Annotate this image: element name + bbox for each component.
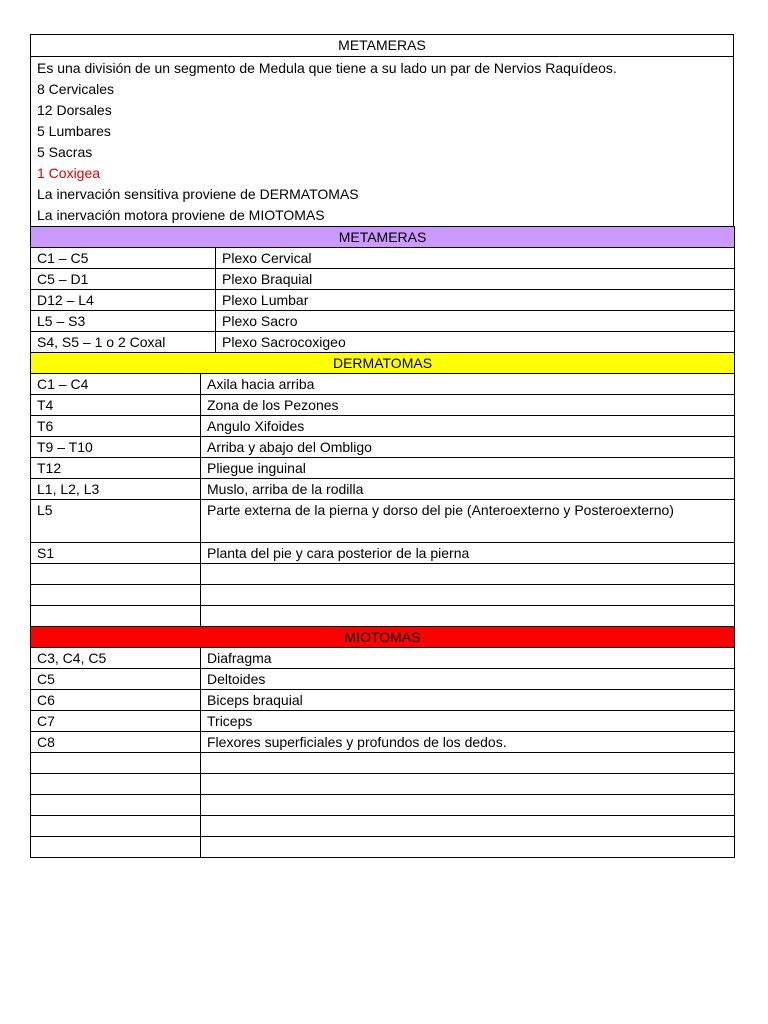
- table-row: [31, 690, 735, 711]
- count-coxigea: 1 Coxigea: [37, 165, 101, 181]
- segment-cell: S4, S5 – 1 o 2 Coxal: [31, 332, 216, 353]
- table-row: [31, 458, 735, 479]
- table-row: [31, 648, 735, 669]
- table-row: [31, 669, 735, 690]
- table-row: [31, 500, 735, 543]
- empty-cell: [201, 606, 735, 627]
- value-cell: Flexores superficiales y profundos de los dedos.: [201, 732, 735, 753]
- segment-cell: C8: [31, 732, 201, 753]
- table-row: [31, 732, 735, 753]
- count-sacras: 5 Sacras: [37, 144, 93, 160]
- empty-cell: [31, 795, 201, 816]
- miotomas-table: [30, 626, 735, 858]
- empty-row: [31, 816, 735, 837]
- count-dorsales: 12 Dorsales: [37, 102, 112, 118]
- segment-cell: C7: [31, 711, 201, 732]
- table-row: [31, 269, 735, 290]
- segment-cell: L5 – S3: [31, 311, 216, 332]
- empty-cell: [201, 795, 735, 816]
- value-cell: Pliegue inguinal: [201, 458, 735, 479]
- segment-cell: C3, C4, C5: [31, 648, 201, 669]
- empty-row: [31, 753, 735, 774]
- metameras-header-row: [31, 227, 735, 248]
- empty-cell: [31, 816, 201, 837]
- empty-cell: [201, 753, 735, 774]
- intro-cell: [31, 57, 734, 227]
- motor-text: La inervación motora proviene de MIOTOMAS: [37, 207, 325, 223]
- count-cervicales: 8 Cervicales: [37, 81, 115, 97]
- segment-cell: S1: [31, 543, 201, 564]
- table-row: [31, 290, 735, 311]
- intro-row: [31, 57, 734, 227]
- segment-cell: T6: [31, 416, 201, 437]
- value-cell: Parte externa de la pierna y dorso del pie (Anteroexterno y Posteroexterno): [201, 500, 735, 543]
- count-lumbares: 5 Lumbares: [37, 123, 111, 139]
- empty-cell: [201, 585, 735, 606]
- value-cell: Planta del pie y cara posterior de la pierna: [201, 543, 735, 564]
- table-row: [31, 395, 735, 416]
- dermatomas-table: [30, 352, 735, 627]
- value-cell: Muslo, arriba de la rodilla: [201, 479, 735, 500]
- sensory-text: La inervación sensitiva proviene de DERMATOMAS: [37, 186, 359, 202]
- dermatomas-header-row: [31, 353, 735, 374]
- table-row: [31, 374, 735, 395]
- table-row: [31, 543, 735, 564]
- segment-cell: C6: [31, 690, 201, 711]
- miotomas-header: MIOTOMAS: [31, 627, 735, 648]
- empty-cell: [31, 564, 201, 585]
- segment-cell: C5 – D1: [31, 269, 216, 290]
- value-cell: Biceps braquial: [201, 690, 735, 711]
- table-row: [31, 332, 735, 353]
- value-cell: Triceps: [201, 711, 735, 732]
- empty-cell: [31, 606, 201, 627]
- segment-cell: C1 – C5: [31, 248, 216, 269]
- value-cell: Axila hacia arriba: [201, 374, 735, 395]
- table-row: [31, 437, 735, 458]
- table-row: [31, 311, 735, 332]
- empty-row: [31, 795, 735, 816]
- table-row: [31, 416, 735, 437]
- miotomas-header-row: [31, 627, 735, 648]
- empty-row: [31, 774, 735, 795]
- empty-row: [31, 564, 735, 585]
- segment-cell: T12: [31, 458, 201, 479]
- segment-cell: L5: [31, 500, 201, 543]
- value-cell: Arriba y abajo del Ombligo: [201, 437, 735, 458]
- empty-cell: [31, 585, 201, 606]
- metameras-table: [30, 226, 735, 353]
- page-title: METAMERAS: [31, 35, 734, 57]
- value-cell: Plexo Sacrocoxigeo: [216, 332, 735, 353]
- empty-cell: [31, 753, 201, 774]
- empty-row: [31, 837, 735, 858]
- empty-cell: [201, 816, 735, 837]
- segment-cell: C1 – C4: [31, 374, 201, 395]
- empty-cell: [31, 837, 201, 858]
- definition-text: Es una división de un segmento de Medula que tiene a su lado un par de Nervios Raquídeos.: [37, 60, 617, 76]
- value-cell: Deltoides: [201, 669, 735, 690]
- document-page: [30, 34, 734, 858]
- segment-cell: C5: [31, 669, 201, 690]
- table-row: [31, 479, 735, 500]
- empty-row: [31, 585, 735, 606]
- value-cell: Plexo Cervical: [216, 248, 735, 269]
- value-cell: Zona de los Pezones: [201, 395, 735, 416]
- value-cell: Diafragma: [201, 648, 735, 669]
- segment-cell: L1, L2, L3: [31, 479, 201, 500]
- intro-table: [30, 34, 734, 227]
- empty-cell: [201, 564, 735, 585]
- value-cell: Plexo Braquial: [216, 269, 735, 290]
- metameras-header: METAMERAS: [31, 227, 735, 248]
- dermatomas-header: DERMATOMAS: [31, 353, 735, 374]
- table-row: [31, 248, 735, 269]
- value-cell: Plexo Sacro: [216, 311, 735, 332]
- empty-cell: [31, 774, 201, 795]
- value-cell: Plexo Lumbar: [216, 290, 735, 311]
- empty-cell: [201, 837, 735, 858]
- segment-cell: T9 – T10: [31, 437, 201, 458]
- empty-cell: [201, 774, 735, 795]
- segment-cell: T4: [31, 395, 201, 416]
- table-row: [31, 711, 735, 732]
- title-row: [31, 35, 734, 57]
- segment-cell: D12 – L4: [31, 290, 216, 311]
- value-cell: Angulo Xifoides: [201, 416, 735, 437]
- empty-row: [31, 606, 735, 627]
